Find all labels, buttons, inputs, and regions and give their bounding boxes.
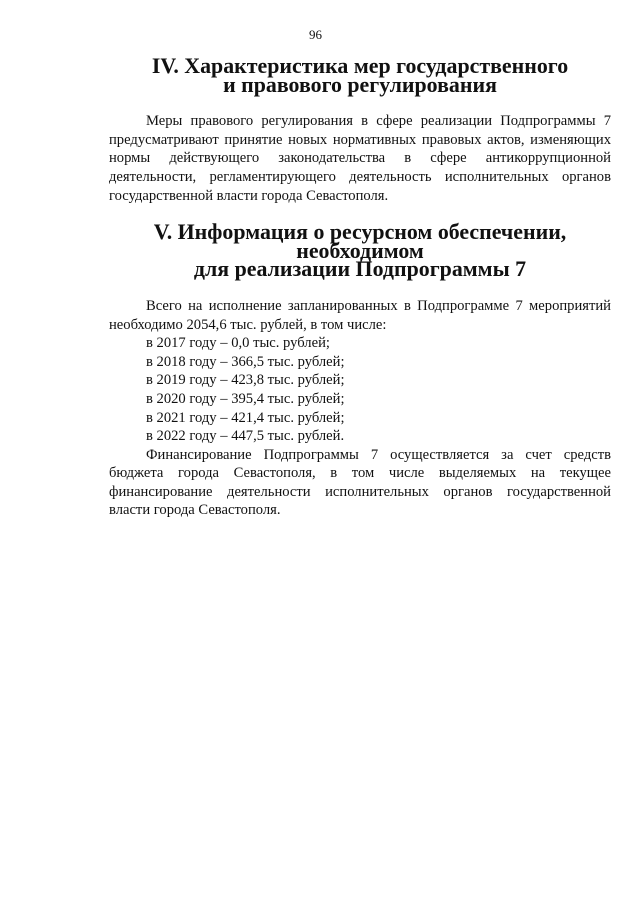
section-4-heading-line-2: и правового регулирования xyxy=(223,71,497,97)
section-5-intro: Всего на исполнение запланированных в Подпрограмме 7 мероприятий необходимо 2054,6 тыс. рублей, в том числе: xyxy=(109,297,611,333)
year-line-2021: в 2021 году – 421,4 тыс. рублей; xyxy=(146,409,345,426)
year-line-2020: в 2020 году – 395,4 тыс. рублей; xyxy=(146,390,345,407)
year-line-2017: в 2017 году – 0,0 тыс. рублей; xyxy=(146,335,330,352)
section-5-heading-line-1: V. Информация о ресурсном обеспечении, необходимом xyxy=(153,219,567,263)
section-5-heading xyxy=(109,219,611,282)
section-5-financing: Финансирование Подпрограммы 7 осуществляется за счет средств бюджета города Севастополя, в том числе выделяемых на текущее финансирование деятельности исполнительных органов государственной власти города Севастополя. xyxy=(109,446,611,519)
section-5-heading-line-2: для реализации Подпрограммы 7 xyxy=(193,256,527,282)
section-4-paragraph: Меры правового регулирования в сфере реализации Подпрограммы 7 предусматривают принятие новых нормативных правовых актов, изменяющих нормы действующего законодательства в сфере антикоррупционной деятельности, регламентирующего деятельность исполнительных органов государственной власти города Севастополя. xyxy=(109,113,611,204)
section-4-heading-line-1: IV. Характеристика мер государственного xyxy=(151,53,569,78)
year-line-2018: в 2018 году – 366,5 тыс. рублей; xyxy=(146,353,345,370)
page-number: 96 xyxy=(309,27,322,42)
year-line-2022: в 2022 году – 447,5 тыс. рублей. xyxy=(146,428,345,445)
section-4-heading xyxy=(109,53,611,97)
document-body xyxy=(109,53,611,520)
year-line-2019: в 2019 году – 423,8 тыс. рублей; xyxy=(146,372,345,389)
